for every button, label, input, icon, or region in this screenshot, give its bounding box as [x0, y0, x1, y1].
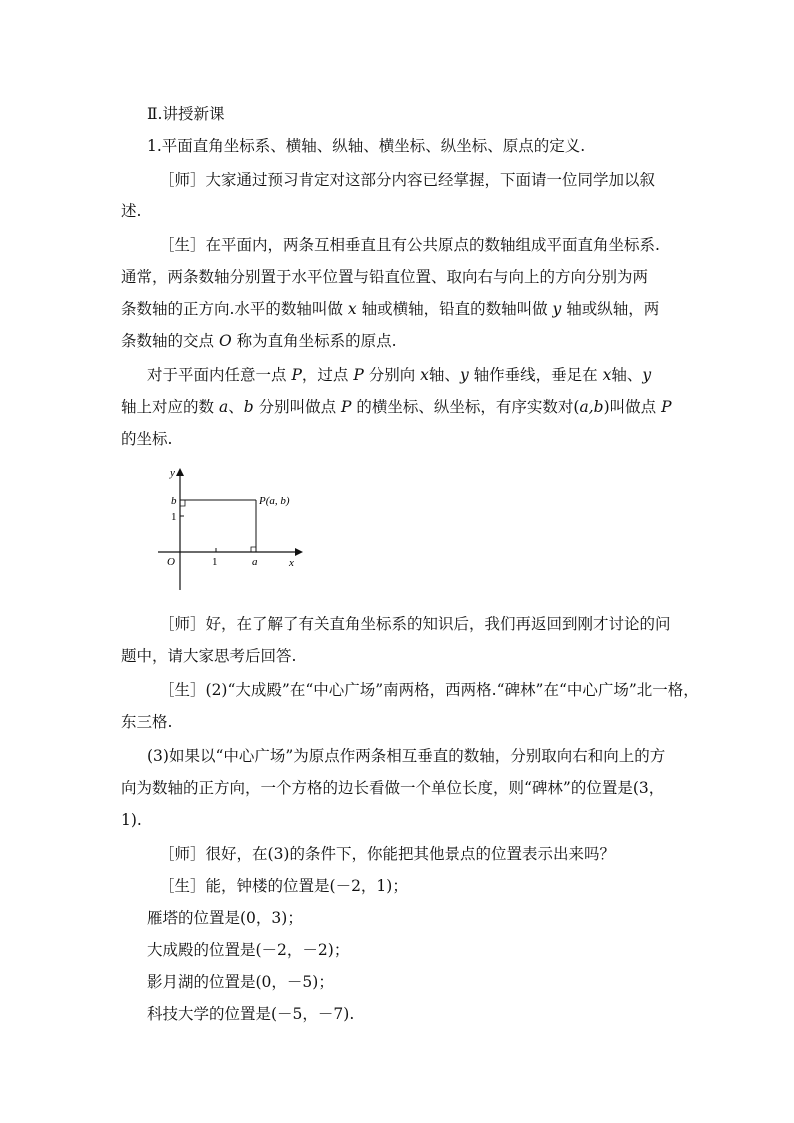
- text-run: 轴、: [428, 366, 460, 384]
- teacher-tag: ［师］: [159, 845, 206, 863]
- para3-line-2: 向为数轴的正方向，一个方格的边长看做一个单位长度，则“碑林”的位置是(3，: [121, 779, 665, 797]
- teacher-line-3: [159, 844, 615, 864]
- right-angle-mark-x: [251, 547, 256, 552]
- text-run: 称为直角坐标系的原点.: [236, 332, 397, 350]
- text-run: 对于平面内任意一点: [147, 366, 287, 384]
- text-run: 轴或横轴，铅直的数轴叫做: [361, 300, 548, 318]
- y-axis-label: y: [170, 467, 175, 479]
- answer-item: 科技大学的位置是(－5，－7).: [147, 1005, 355, 1023]
- text-run: 条数轴的交点: [121, 332, 215, 350]
- text-run: 轴或纵轴，两: [566, 300, 660, 318]
- student-line-4: [121, 331, 397, 351]
- y-unit-label: 1: [171, 511, 177, 523]
- answer-item: 影月湖的位置是(0，－5)；: [147, 973, 334, 991]
- x-axis-arrow: [295, 548, 303, 556]
- student-text: 在平面内，两条互相垂直且有公共原点的数轴组成平面直角坐标系.: [205, 236, 660, 254]
- student-tag: ［生］: [159, 236, 206, 254]
- teacher-line-1-cont: 述.: [121, 202, 142, 220]
- var-ab: a,b: [579, 398, 604, 416]
- var-x: x: [602, 366, 612, 384]
- x-unit-label: 1: [212, 556, 218, 568]
- student-line-3: [121, 299, 659, 319]
- var-x: x: [420, 366, 429, 384]
- b-label: b: [171, 495, 177, 507]
- origin-label: O: [167, 556, 175, 568]
- var-P: P: [353, 366, 364, 384]
- var-b: b: [243, 398, 254, 416]
- teacher-line-2: [159, 614, 671, 634]
- student-tag: ［生］: [159, 681, 206, 699]
- a-label: a: [252, 556, 258, 568]
- var-P: P: [341, 398, 352, 416]
- para3-line-3: 1).: [121, 811, 142, 829]
- teacher-tag: ［师］: [159, 615, 206, 633]
- teacher-text: 大家通过预习肯定对这部分内容已经掌握，下面请一位同学加以叙: [205, 171, 656, 189]
- para2-line-1: [147, 365, 651, 385]
- right-angle-mark-y: [180, 500, 185, 506]
- x-axis-label: x: [289, 557, 294, 569]
- var-y: y: [552, 300, 562, 318]
- var-a: a: [218, 398, 229, 416]
- text-run: 分别向: [368, 366, 416, 384]
- var-y: y: [642, 366, 652, 384]
- text-run: 轴上对应的数: [121, 398, 215, 416]
- text-run: 轴、: [611, 366, 643, 384]
- teacher-tag: ［师］: [159, 171, 206, 189]
- var-x: x: [347, 300, 357, 318]
- answer-item: 大成殿的位置是(－2，－2)；: [147, 941, 350, 959]
- text-run: )叫做点: [603, 398, 657, 416]
- text-run: 、: [228, 398, 244, 416]
- text-run: 条数轴的正方向.水平的数轴叫做: [121, 300, 343, 318]
- student-line-1: [159, 235, 660, 255]
- var-y: y: [459, 366, 469, 384]
- section-title: Ⅱ.讲授新课: [147, 105, 225, 123]
- student-line-5: [159, 876, 408, 896]
- coordinate-system-figure: [150, 462, 310, 592]
- text-run: ，过点: [301, 366, 349, 384]
- definition-heading: 1.平面直角坐标系、横轴、纵轴、横坐标、纵坐标、原点的定义.: [147, 137, 586, 155]
- text-run: 轴作垂线，垂足在: [473, 366, 598, 384]
- student-answer-line-2: 东三格.: [121, 713, 173, 731]
- teacher-text: 好，在了解了有关直角坐标系的知识后，我们再返回到刚才讨论的问: [205, 615, 671, 633]
- student-answer-line-1: [159, 680, 699, 700]
- y-axis-arrow: [176, 468, 184, 476]
- teacher-line-2-cont: 题中，请大家思考后回答.: [121, 647, 297, 665]
- teacher-text: 很好，在(3)的条件下，你能把其他景点的位置表示出来吗？: [205, 845, 615, 863]
- text-run: 的横坐标、纵坐标，有序实数对(: [356, 398, 580, 416]
- student-tag: ［生］: [159, 877, 206, 895]
- var-O: O: [218, 332, 232, 350]
- teacher-line-1: [159, 170, 655, 190]
- para2-line-2: [121, 397, 672, 417]
- student-text: (2)“大成殿”在“中心广场”南两格，西两格.“碑林”在“中心广场”北一格，: [205, 681, 699, 699]
- para3-line-1: (3)如果以“中心广场”为原点作两条相互垂直的数轴，分别取向右和向上的方: [147, 747, 666, 765]
- answer-item: 雁塔的位置是(0，3)；: [147, 909, 303, 927]
- point-P-label: P(a, b): [259, 495, 290, 507]
- text-run: 分别叫做点: [258, 398, 337, 416]
- student-line-2: 通常，两条数轴分别置于水平位置与铅直位置、取向右与向上的方向分别为两: [121, 268, 649, 286]
- para2-line-3: 的坐标.: [121, 430, 173, 448]
- student-text: 能，钟楼的位置是(－2，1)；: [205, 877, 408, 895]
- var-P: P: [661, 398, 672, 416]
- var-P: P: [291, 366, 302, 384]
